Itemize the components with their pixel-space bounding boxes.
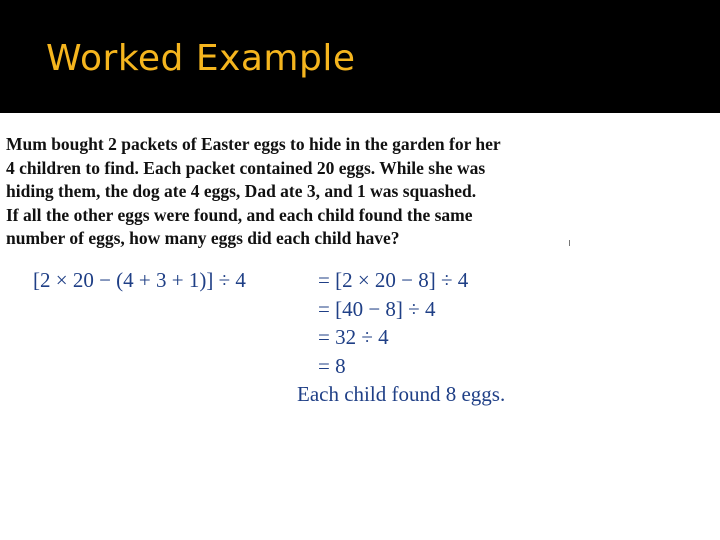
scan-artifact-mark — [569, 240, 570, 246]
problem-line: 4 children to find. Each packet contained 20 eggs. While she was — [6, 157, 486, 178]
solution-step: = [2 × 20 − 8] ÷ 4 — [318, 268, 469, 292]
title-bar — [0, 0, 720, 113]
slide-title: Worked Example — [46, 38, 356, 79]
solution-steps — [318, 266, 468, 380]
problem-line: If all the other eggs were found, and each child found the same — [6, 204, 473, 225]
problem-line: Mum bought 2 packets of Easter eggs to hide in the garden for her — [6, 134, 501, 154]
problem-line: number of eggs, how many eggs did each child have? — [6, 228, 400, 248]
problem-line: hiding them, the dog ate 4 eggs, Dad ate 3, and 1 was squashed. — [6, 181, 477, 201]
solution-step: = [40 − 8] ÷ 4 — [318, 296, 436, 321]
solution-answer: Each child found 8 eggs. — [297, 382, 506, 406]
problem-text — [6, 133, 596, 251]
solution-step: = 8 — [318, 353, 346, 378]
solution-expression: [2 × 20 − (4 + 3 + 1)] ÷ 4 — [33, 268, 246, 292]
solution-step: = 32 ÷ 4 — [318, 325, 389, 349]
